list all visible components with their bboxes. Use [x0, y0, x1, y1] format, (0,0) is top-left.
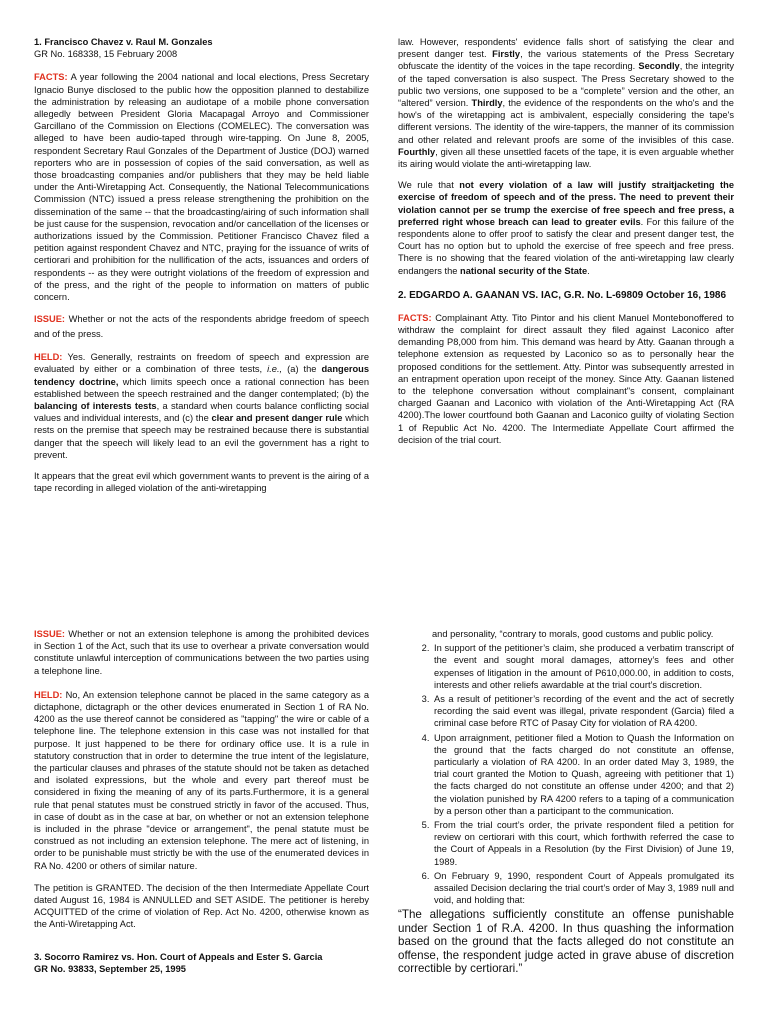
case2-facts	[398, 312, 734, 446]
body-text: .	[587, 265, 590, 276]
case2-held	[34, 689, 369, 872]
case1-issue	[34, 312, 369, 342]
page2-left-column	[34, 628, 369, 975]
held-text: which rests on the premise that speech may be restrained because there is substantial danger that the speech will likely lead to an evil the government has a right to prevent.	[34, 413, 369, 460]
case3-title: 3. Socorro Ramirez vs. Hon. Court of Appeals and Ester S. Garcia	[34, 951, 323, 962]
issue-label: ISSUE:	[34, 314, 65, 325]
list-item: 4. Upon arraignment, petitioner filed a Motion to Quash the Information on the ground that the facts charged do not constitute an offense, particularly a violation of RA 4200. In an order dated May 3, 1989, the trial court granted the Motion to Quash, agreeing with petitioner that 1) the facts charged do not constitute an offense under 4200; and that 2) the violation punished by RA 4200 refers to a taping of a communication by a person other than a participant to the communication.	[432, 732, 734, 817]
page2-right-column	[398, 628, 734, 976]
case2-title: 2. EDGARDO A. GAANAN VS. IAC, G.R. No. L-69809 October 16, 1986	[398, 289, 727, 301]
list-item: 2. In support of the petitioner’s claim, she produced a verbatim transcript of the event and sought moral damages, attorney’s fees and other expenses of litigation in the amount of P610,000.00, in addition to costs, interests and other reliefs awardable at the trial court’s discretion.	[432, 642, 734, 691]
case1-ruling	[398, 179, 734, 277]
body-text: , the various statements of the Press Secretary obfuscate the identity of the voices in the tape recording.	[398, 49, 734, 72]
case1-gr-number: GR No. 168338, 15 February 2008	[34, 49, 178, 60]
held-text: (a) the	[287, 364, 317, 375]
case3-gr-number: GR No. 93833, September 25, 1995	[34, 963, 186, 974]
case1-facts	[34, 71, 369, 303]
held-bold-term: clear and present danger rule	[211, 413, 343, 424]
page1-left-column	[34, 36, 369, 504]
list-item: 3. As a result of petitioner’s recording of the event and the act of secretly recording the said event was illegal, private respondent (Garcia) filed a criminal case before RTC of Pasay City for violation of RA 4200.	[432, 693, 734, 730]
list-item: 6. On February 9, 1990, respondent Court of Appeals promulgated its assailed Decision declaring the trial court’s order of May 3, 1989 null and void, and holding that:	[432, 870, 734, 907]
case1-issue-text: Whether or not the acts of the respondents abridge freedom of speech and of the press.	[34, 314, 369, 340]
bold-term: national security of the State	[460, 265, 588, 276]
held-text: which limits speech once a rational connection has been established between the speech restrained and the danger contemplated; (b) the	[34, 376, 370, 399]
bold-term: Thirdly	[471, 98, 503, 109]
held-bold-term: balancing of interests tests	[34, 401, 157, 412]
case1-title: 1. Francisco Chavez v. Raul M. Gonzales	[34, 37, 213, 47]
body-text: , the integrity of the taped conversation is also suspect. The Press Secretary showed to the public two versions, one supposed to be a “complete” version and the other, an “altered” version.	[398, 61, 734, 109]
body-text: law. However, respondents' evidence falls short of satisfying the clear and present danger test.	[398, 37, 734, 60]
case1-continuation	[398, 36, 734, 170]
held-text: , a standard when courts balance conflicting social values and individual interests, and (c) the	[34, 401, 369, 424]
bold-term: Secondly	[638, 61, 680, 72]
bold-term: Firstly	[492, 49, 521, 60]
case1-held	[34, 351, 369, 461]
case3-quote: “The allegations sufficiently constitute an offense punishable under Section 1 of R.A. 4200. In thus quashing the information based on the ground that the facts alleged do not constitute an offense, the respondent judge acted in grave abuse of discretion correctible by certiorari.”	[398, 908, 734, 976]
case2-facts-text: Complainant Atty. Tito Pintor and his client Manuel Montebonoffered to withdraw the complaint for direct assault they filed against Laconico after demanding P8,000 from him. This demand was heard by Atty. Gaanan through a telephone extension as requested by Laconico so as to personally hear the proposed conditions for the settlement. Atty. Pintor was subsequently arrested in an entrapment operation upon receipt of the money. Since Atty. Gaanan listened to the telephone conversation without complainant"s consent, complainant charged Gaanan and Laconico with violation of the Anti-Wiretapping Act (RA 4200).The lower courtfound both Gaanan and Laconico guilty of violating Section 1 of Republic Act No. 4200. The Intermediate Appellate Court affirmed the decision of the trial court.	[398, 312, 734, 445]
case2-issue-text: Whether or not an extension telephone is among the prohibited devices in Section 1 of the Act, such that its use to overhear a private conversation would constitute unlawful interception of communications between the two parties using a telephone line.	[34, 629, 369, 676]
facts-label: FACTS:	[398, 312, 432, 323]
bold-term: Fourthly	[398, 146, 436, 157]
body-text: , given all these unsettled facets of the tape, it is even arguable whether its airing would violate the anti-wiretapping law.	[398, 146, 734, 170]
body-text: . For this failure of the respondents alone to offer proof to satisfy the clear and present danger test, the Court has no option but to uphold the exercise of free speech and free press. There is no showing that the feared violation of the anti-wiretapping law clearly endangers the	[398, 216, 734, 276]
case1-airing-paragraph: It appears that the great evil which government wants to prevent is the airing of a tape recording in alleged violation of the anti-wiretapping	[34, 471, 369, 494]
list-item: 5. From the trial court’s order, the private respondent filed a petition for review on certiorari with this court, which forthwith referred the case to the Court of Appeals in a Resolution (by the First Division) of June 19, 1989.	[432, 819, 734, 868]
issue-label: ISSUE:	[34, 629, 65, 639]
body-text: , the evidence of the respondents on the who's and the how's of the wiretapping act is ambivalent, especially considering the tape's different versions. The identity of the wire-tappers, the manner of its commission and other related and relevant proofs are some of the invisibles of this case.	[398, 98, 734, 145]
facts-label: FACTS:	[34, 72, 68, 83]
held-bold-term: dangerous tendency doctrine,	[34, 364, 370, 387]
case3-continuation: and personality, “contrary to morals, good customs and public policy.	[432, 629, 714, 639]
bold-term: not every violation of a law will justify straitjacketing the exercise of freedom of speech and of the press. The need to prevent their violation cannot per se trump the exercise of free speech and free press, a preferred right whose breach can lead to greater evils	[398, 180, 734, 227]
held-label: HELD:	[34, 689, 63, 700]
case2-issue	[34, 628, 369, 677]
case2-disposition: The petition is GRANTED. The decision of the then Intermediate Appellate Court dated August 16, 1984 is ANNULLED and SET ASIDE. The petitioner is hereby ACQUITTED of the crime of violation of Rep. Act No. 4200, otherwise known as the Anti-Wiretapping Act.	[34, 882, 369, 930]
held-label: HELD:	[34, 352, 63, 363]
held-text: Yes. Generally, restraints on freedom of speech and expression are evaluated by either or a combination of three tests,	[34, 352, 369, 375]
case3-facts-list	[398, 642, 734, 906]
case1-facts-text: A year following the 2004 national and local elections, Press Secretary Ignacio Bunye disclosed to the public how the opposition planned to destabilize the administration by releasing an audiotape of a mobile phone conversation allegedly between President Gloria Macapagal Arroyo and Commissioner Garcillano of the Commission on Elections (COMELEC). The conversation was alleged to have been audio-taped through wire-tapping. On June 8, 2005, respondent Secretary Raul Gonzales of the Department of Justice (DOJ) warned reporters who are in possession of copies of the said conversation, as well as those broadcasting companies and/or publishers that they may be held liable under the Anti-Wiretapping Act. Consequently, the National Telecommunications Commission (NTC) issued a press release strengthening the prohibition on the dissemination of the same -- that the broadcasting/airing of such information shall be just cause for the suspension, revocation and/or cancellation of the licenses or authorizations issued by the Commission. Petitioner Francisco Chavez filed a petition against respondent Chavez and NTC, praying for the issuance of writs of certiorari and prohibition for the nullification of the acts, issuances and orders of respondents -- as they were outright violations of the freedom of expression and of the press, and the right of the people to information on matters of public concern.	[34, 72, 369, 303]
held-text-ie: i.e.,	[267, 364, 283, 375]
body-text: We rule that	[398, 180, 454, 191]
case2-held-text: No, An extension telephone cannot be placed in the same category as a dictaphone, dictagraph or the other devices enumerated in Section 1 of RA No. 4200 as the use thereof cannot be considered as "tapping" the wire or cable of a telephone line. The telephone extension in this case was not installed for that purpose. It just happened to be there for ordinary office use. It is a rule in statutory construction that in order to determine the true intent of the legislature, the particular clauses and phrases of the statute should not be taken as detached and isolated expressions, but the whole and every part thereof must be considered in fixing the meaning of any of its parts.Furthermore, it is a general rule that penal statutes must be construed strictly in favor of the accused. Thus, in case of doubt as in the case at bar, on whether or not an extension telephone is included in the phrase "device or arrangement", the penal statute must be construed as not including an extension telephone. The mere act of listening, in order to be punishable must strictly be with the use of the enumerated devices in RA No. 4200 or others of similar nature.	[34, 689, 369, 871]
page1-right-column	[398, 36, 734, 455]
